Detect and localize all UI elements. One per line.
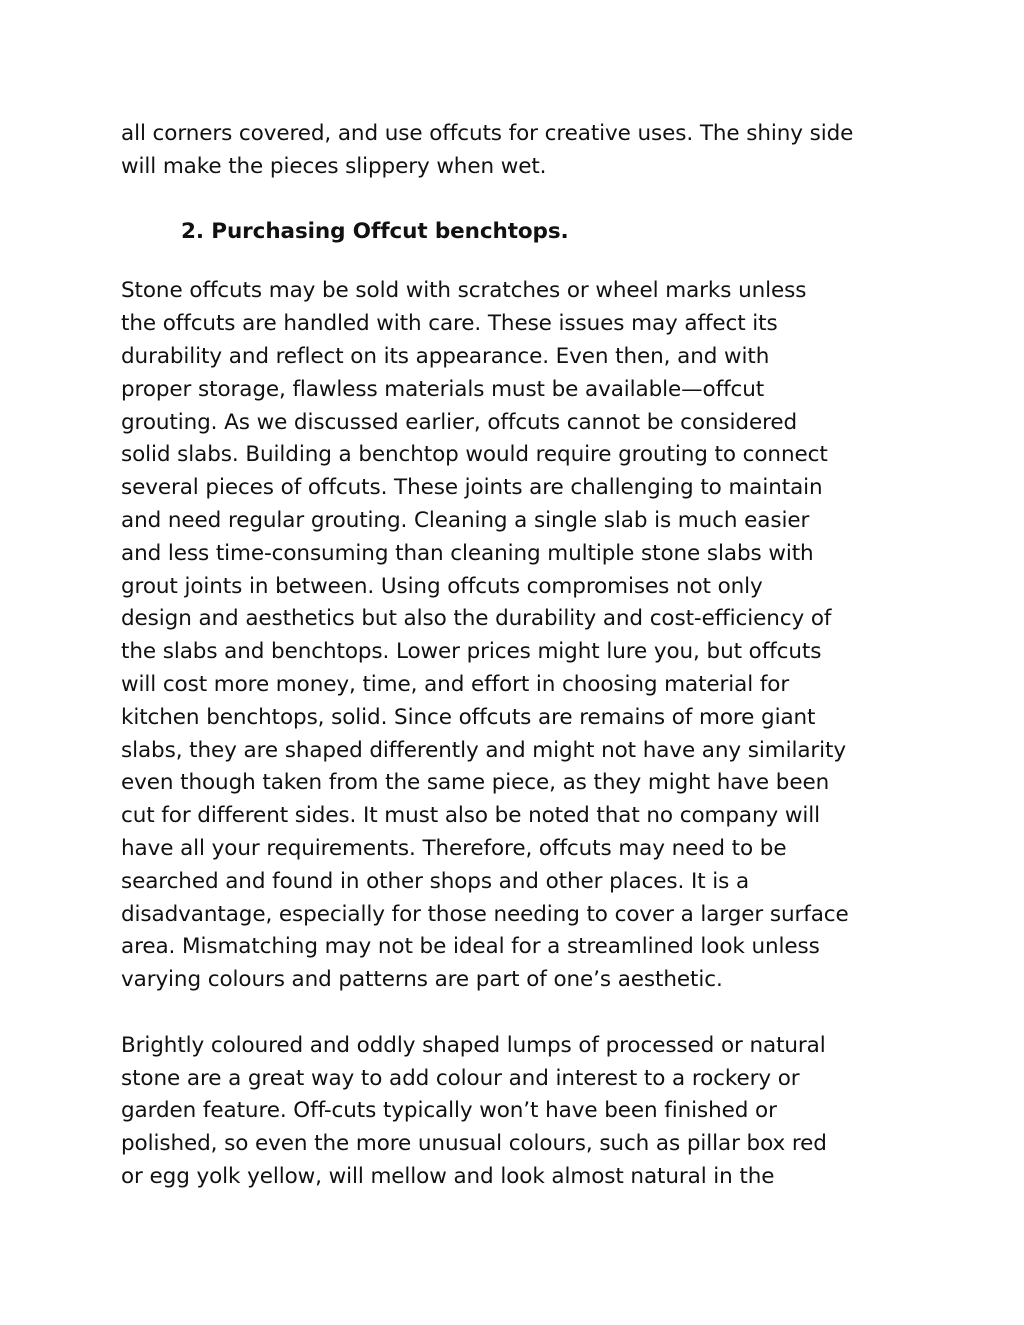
body-paragraph-2 xyxy=(121,1030,911,1194)
text-line: all corners covered, and use offcuts for creative uses. The shiny side xyxy=(121,121,854,146)
section-heading: 2. Purchasing Offcut benchtops. xyxy=(181,218,569,244)
text-line: area. Mismatching may not be ideal for a streamlined look unless xyxy=(121,934,820,960)
text-line: Stone offcuts may be sold with scratches or wheel marks unless xyxy=(121,278,807,304)
text-line: proper storage, flawless materials must be available—offcut xyxy=(121,376,765,402)
text-line: searched and found in other shops and other places. It is a xyxy=(121,868,750,894)
text-line: stone are a great way to add colour and interest to a rockery or xyxy=(121,1065,800,1091)
text-line: slabs, they are shaped differently and might not have any similarity xyxy=(121,737,846,763)
paragraph-spacer xyxy=(121,997,911,1030)
body-paragraph-1 xyxy=(121,275,911,997)
text-line: varying colours and patterns are part of one’s aesthetic. xyxy=(121,967,723,993)
text-line: grouting. As we discussed earlier, offcuts cannot be considered xyxy=(121,409,798,435)
text-line: kitchen benchtops, solid. Since offcuts are remains of more giant xyxy=(121,704,816,730)
text-line: garden feature. Off-cuts typically won’t have been finished or xyxy=(121,1098,777,1124)
text-line: polished, so even the more unusual colours, such as pillar box red xyxy=(121,1131,827,1157)
text-line: and need regular grouting. Cleaning a single slab is much easier xyxy=(121,507,810,533)
text-line: cut for different sides. It must also be noted that no company will xyxy=(121,803,820,829)
text-line: have all your requirements. Therefore, offcuts may need to be xyxy=(121,835,787,861)
text-line: grout joints in between. Using offcuts compromises not only xyxy=(121,573,763,599)
text-line: and less time-consuming than cleaning multiple stone slabs with xyxy=(121,540,814,566)
text-line: durability and reflect on its appearance. Even then, and with xyxy=(121,343,770,369)
text-line: the offcuts are handled with care. These issues may affect its xyxy=(121,311,778,337)
document-content xyxy=(121,118,911,1194)
text-line: several pieces of offcuts. These joints are challenging to maintain xyxy=(121,475,823,501)
text-line: will make the pieces slippery when wet. xyxy=(121,153,547,179)
text-line: Brightly coloured and oddly shaped lumps of processed or natural xyxy=(121,1032,826,1058)
text-line: the slabs and benchtops. Lower prices might lure you, but offcuts xyxy=(121,639,822,665)
text-line: design and aesthetics but also the durability and cost-efficiency of xyxy=(121,606,832,632)
text-line: or egg yolk yellow, will mellow and look almost natural in the xyxy=(121,1163,775,1189)
text-line: solid slabs. Building a benchtop would require grouting to connect xyxy=(121,442,828,468)
text-line: will cost more money, time, and effort in choosing material for xyxy=(121,671,790,697)
intro-paragraph xyxy=(121,118,911,184)
text-line: disadvantage, especially for those needing to cover a larger surface xyxy=(121,901,849,927)
text-line: even though taken from the same piece, as they might have been xyxy=(121,770,830,796)
